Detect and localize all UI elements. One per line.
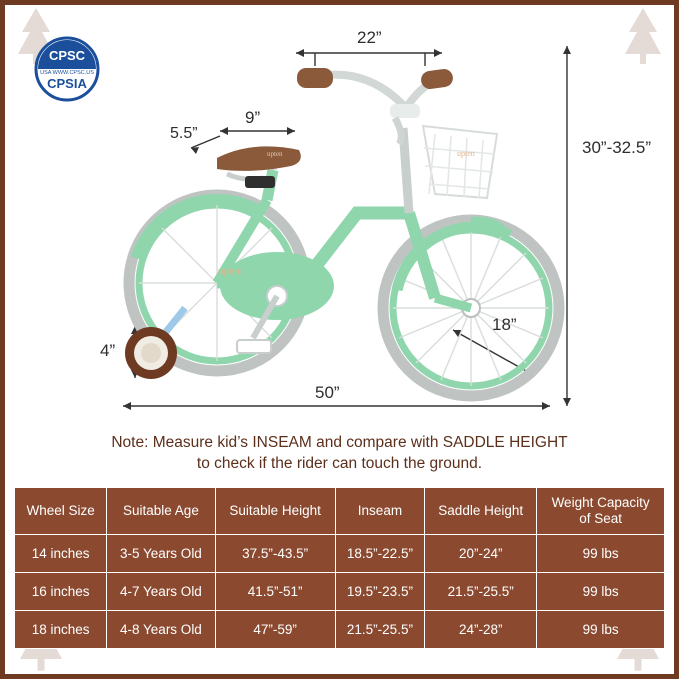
table-header-wheel-size: Wheel Size [15, 488, 107, 535]
cell-suitable-height: 41.5”-51” [215, 573, 335, 611]
table-header-row [15, 488, 665, 535]
cell-wheel-size: 18 inches [15, 611, 107, 649]
bike-fork-lower [435, 298, 471, 308]
badge-line3-text: CPSIA [47, 76, 87, 91]
table-row [15, 535, 665, 573]
saddle [217, 146, 301, 170]
badge-line1-text: CPSC [48, 48, 86, 63]
table-header-suitable-age: Suitable Age [107, 488, 215, 535]
cell-weight-capacity: 99 lbs [537, 573, 665, 611]
dimension-label-seat-length: 9” [245, 108, 261, 127]
badge-line2-text: USA WWW.CPSC.US [40, 70, 94, 76]
size-chart-table [14, 487, 665, 649]
cell-inseam: 21.5”-25.5” [335, 611, 425, 649]
training-wheel-hub [141, 343, 161, 363]
dimension-arrow-seat-length [220, 127, 295, 135]
frame-border-bottom [0, 674, 679, 679]
table-header-weight-capacity [537, 488, 665, 535]
cell-weight-capacity: 99 lbs [537, 535, 665, 573]
dimension-label-overall-length: 50” [315, 383, 340, 402]
note-line-1: Note: Measure kid’s INSEAM and compare with SADDLE HEIGHT [111, 434, 568, 451]
cell-suitable-age: 4-8 Years Old [107, 611, 215, 649]
table-row [15, 611, 665, 649]
saddle-brand-text: upten [267, 150, 283, 158]
table-header-weight-capacity-line1: Weight Capacity [551, 495, 650, 510]
table-header-saddle-height: Saddle Height [425, 488, 537, 535]
note-line-2: to check if the rider can touch the ground. [196, 455, 483, 472]
cell-wheel-size: 16 inches [15, 573, 107, 611]
cell-wheel-size: 14 inches [15, 535, 107, 573]
dimension-label-wheel-size: 18” [492, 315, 517, 334]
grip-right [420, 68, 454, 90]
cell-suitable-height: 47”-59” [215, 611, 335, 649]
frame-brand-text: upten [218, 265, 243, 277]
table-header-suitable-height: Suitable Height [215, 488, 335, 535]
cell-inseam: 18.5”-22.5” [335, 535, 425, 573]
frame-border-top [0, 0, 679, 5]
stem [390, 104, 420, 118]
cell-weight-capacity: 99 lbs [537, 611, 665, 649]
cell-suitable-age: 4-7 Years Old [107, 573, 215, 611]
dimension-label-handlebar-width: 22” [357, 28, 382, 47]
table-row [15, 573, 665, 611]
dimension-label-handlebar-height: 30”-32.5” [582, 138, 651, 157]
dimension-label-training-wheel: 4” [100, 341, 116, 360]
grip-left [297, 68, 333, 88]
seat-clamp [245, 176, 275, 188]
cell-saddle-height: 24”-28” [425, 611, 537, 649]
measurement-note [5, 432, 674, 474]
pedal [237, 340, 271, 353]
cell-suitable-height: 37.5”-43.5” [215, 535, 335, 573]
dimension-label-seat-width: 5.5” [170, 125, 198, 142]
cell-suitable-age: 3-5 Years Old [107, 535, 215, 573]
frame-border-right [674, 0, 679, 679]
dimension-arrow-handlebar-width [296, 49, 442, 66]
basket-brand-text: upten [457, 149, 475, 158]
head-set [395, 118, 401, 144]
dimension-arrow-overall-length [123, 402, 550, 410]
table-header-weight-capacity-line2: of Seat [579, 511, 622, 526]
bicycle-diagram [5, 8, 674, 438]
dimension-arrow-handlebar-height [563, 46, 571, 406]
cell-inseam: 19.5”-23.5” [335, 573, 425, 611]
table-header-inseam: Inseam [335, 488, 425, 535]
cell-saddle-height: 20”-24” [425, 535, 537, 573]
cell-saddle-height: 21.5”-25.5” [425, 573, 537, 611]
